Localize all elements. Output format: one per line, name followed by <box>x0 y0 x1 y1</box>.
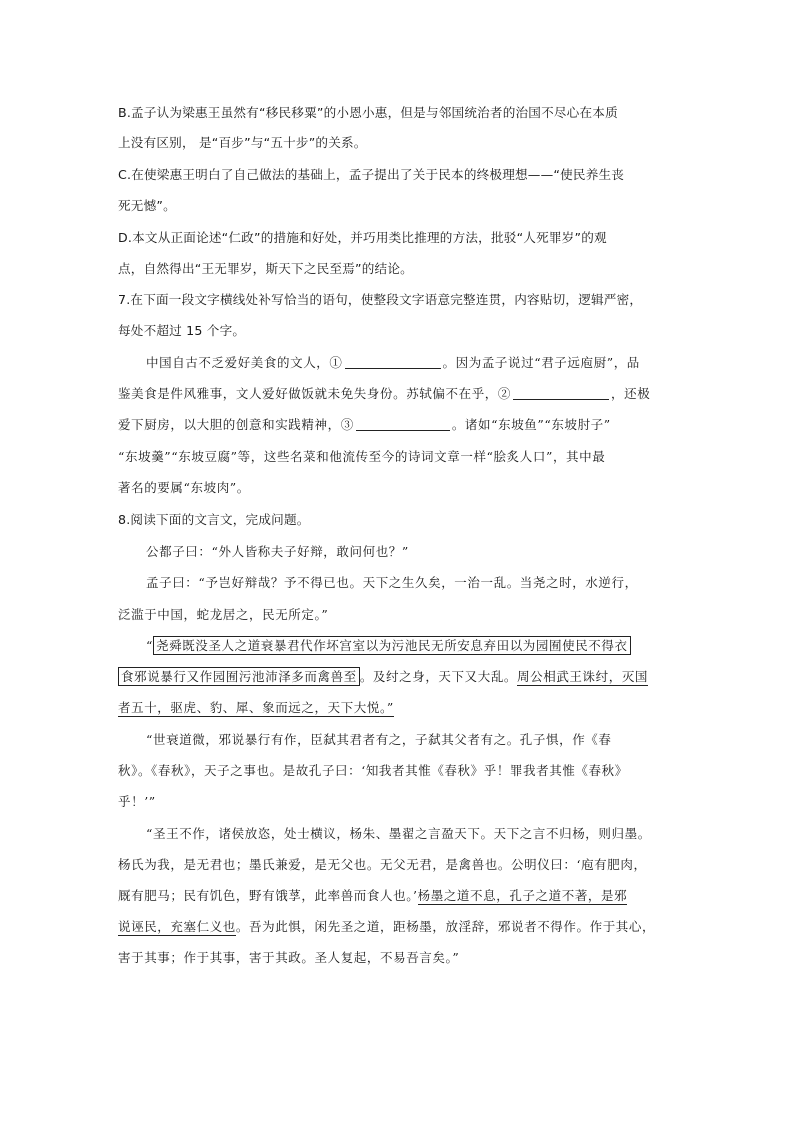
passage-text: 。因为孟子说过“君子远庖厨”，品 <box>442 355 640 370</box>
underlined-sentence-segment-2: 者五十，驱虎、豹、犀、象而远之，天下大悦。” <box>118 700 394 715</box>
classical-text-line-5a: “圣王不作，诸侯放恣，处士横议，杨朱、墨翟之言盈天下。天下之言不归杨，则归墨。 <box>146 826 651 841</box>
classical-text-line-5b: 杨氏为我，是无君也；墨氏兼爱，是无父也。无父无君，是禽兽也。公明仪曰：‘庖有肥肉， <box>118 857 647 872</box>
answer-blank-1[interactable] <box>345 354 441 369</box>
passage-text: 爱下厨房，以大胆的创意和实践精神，③ <box>118 417 354 432</box>
option-c-line-2: 死无憾”。 <box>118 198 176 213</box>
classical-text-line-2b: 泛滥于中国，蛇龙居之，民无所定。” <box>118 607 329 622</box>
passage-text: 。及纣之身，天下又大乱。 <box>359 669 518 684</box>
passage-7-line-1 <box>146 353 640 373</box>
quote-mark: “ <box>146 638 153 653</box>
classical-text-line-4a: “世衰道微，邪说暴行有作，臣弑其君者有之，子弑其父者有之。孔子惧，作《春 <box>146 732 612 747</box>
boxed-sentence-segment-1: 尧舜既没圣人之道衰暴君代作坏宫室以为污池民无所安息弃田以为园囿使民不得衣 <box>153 636 631 655</box>
option-b-line-1: B.孟子认为梁惠王虽然有“移民移粟”的小恩小惠，但是与邻国统治者的治国不尽心在本质 <box>118 105 618 120</box>
passage-text: 厩有肥马；民有饥色，野有饿莩，此率兽而食人也。’ <box>118 888 418 903</box>
question-7-line-1: 7.在下面一段文字横线处补写恰当的语句，使整段文字语意完整连贯，内容贴切，逻辑严密， <box>118 292 643 307</box>
option-d-line-2: 点，自然得出“王无罪岁，斯天下之民至焉”的结论。 <box>118 261 413 276</box>
classical-text-line-5d <box>118 917 655 937</box>
option-b-line-2: 上没有区别， 是“百步”与“五十步”的关系。 <box>118 135 367 150</box>
option-c-line-1: C.在使梁惠王明白了自己做法的基础上，孟子提出了关于民本的终极理想——“使民养生丧 <box>118 167 625 182</box>
classical-text-line-5c <box>118 886 627 906</box>
classical-text-line-1: 公都子曰：“外人皆称夫子好辩，敢问何也？” <box>146 544 409 559</box>
underlined-sentence-segment-1: 周公相武王诛纣，灭国 <box>517 669 649 684</box>
underlined-sentence-segment-3: 杨墨之道不息，孔子之道不著，是邪 <box>417 888 628 903</box>
classical-text-line-3a <box>146 636 631 656</box>
option-d-line-1: D.本文从正面论述“仁政”的措施和好处，并巧用类比推理的方法，批驳“人死罪岁”的观 <box>118 230 607 245</box>
passage-text: ，还极 <box>611 386 651 401</box>
classical-text-line-4b: 秋》。《春秋》，天子之事也。是故孔子曰：‘知我者其惟《春秋》乎！罪我者其惟《春秋》 <box>118 763 628 778</box>
question-7-line-2: 每处不超过 15 个字。 <box>118 323 246 338</box>
boxed-sentence-segment-2: 食邪说暴行又作园囿污池沛泽多而禽兽至 <box>118 667 360 686</box>
passage-text: 。诸如“东坡鱼”“东坡肘子” <box>451 417 611 432</box>
passage-7-line-5: 著名的要属“东坡肉”。 <box>118 480 250 495</box>
passage-text: 中国自古不乏爱好美食的文人，① <box>146 355 343 370</box>
passage-text: 鉴美食是件风雅事，文人爱好做饭就未免失身份。苏轼偏不在乎，② <box>118 386 512 401</box>
answer-blank-3[interactable] <box>356 416 450 431</box>
passage-7-line-3 <box>118 415 611 435</box>
answer-blank-2[interactable] <box>513 385 609 400</box>
underlined-sentence-segment-4: 说诬民，充塞仁义也 <box>118 919 236 934</box>
classical-text-line-2a: 孟子曰：“予岂好辩哉？予不得已也。天下之生久矣，一治一乱。当尧之时，水逆行， <box>146 575 638 590</box>
classical-text-line-3b <box>118 667 648 687</box>
passage-7-line-4: “东坡羹”“东坡豆腐”等，这些名菜和他流传至今的诗词文章一样“脍炙人口”，其中最 <box>118 449 606 464</box>
classical-text-line-4c: 乎！’” <box>118 794 156 809</box>
passage-7-line-2 <box>118 384 650 404</box>
classical-text-line-5e: 害于其事；作于其事，害于其政。圣人复起，不易吾言矣。” <box>118 950 460 965</box>
passage-text: 。吾为此惧，闲先圣之道，距杨墨，放淫辞，邪说者不得作。作于其心， <box>235 919 656 934</box>
question-8-prompt: 8.阅读下面的文言文，完成问题。 <box>118 512 310 527</box>
classical-text-line-3c <box>118 698 394 718</box>
